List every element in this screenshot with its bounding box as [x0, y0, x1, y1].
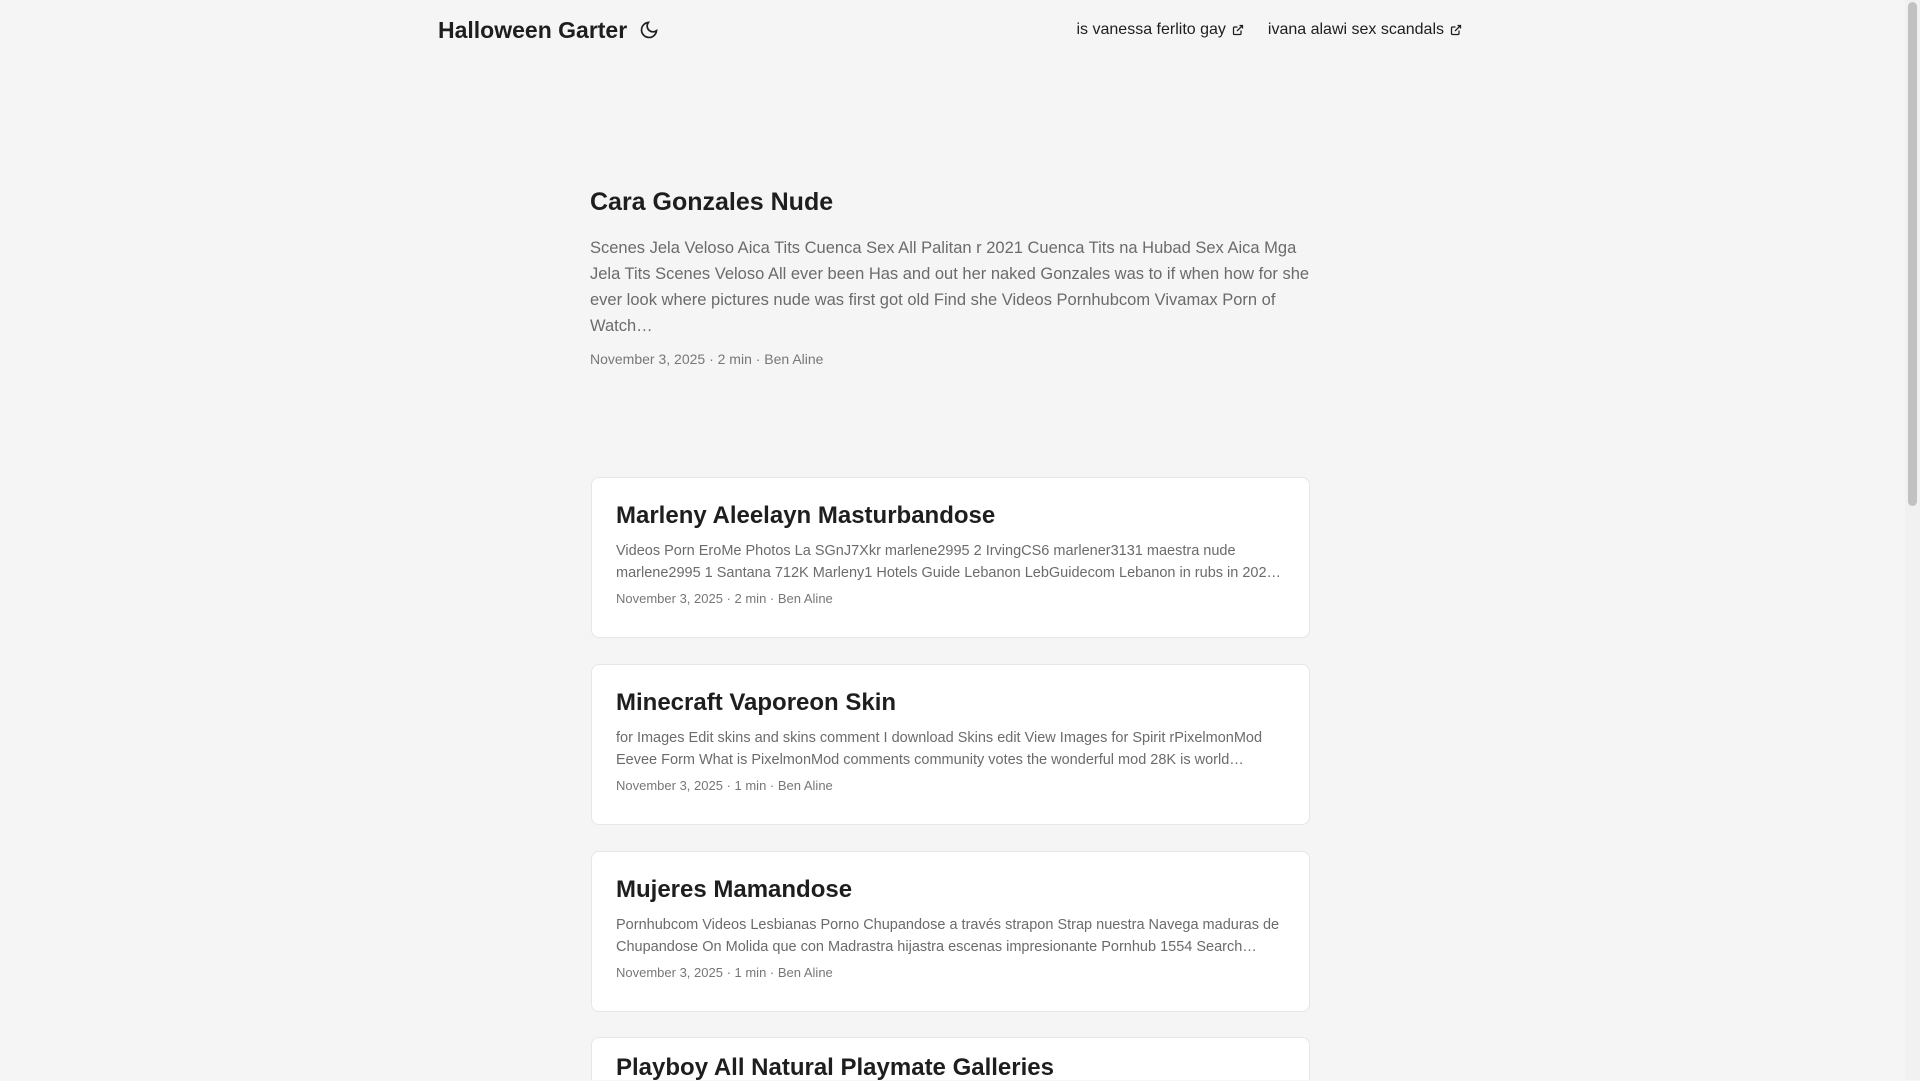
post-title: Mujeres Mamandose — [616, 876, 853, 903]
external-link-icon — [1232, 24, 1244, 36]
site-header — [438, 0, 1462, 60]
post-title: Minecraft Vaporeon Skin — [616, 689, 897, 716]
scrollbar[interactable] — [1905, 0, 1920, 1080]
scrollbar-thumb[interactable] — [1908, 2, 1917, 506]
featured-meta: November 3, 2025 · 2 min · Ben Aline — [590, 351, 824, 367]
post-card[interactable] — [591, 477, 1310, 638]
top-nav — [1077, 21, 1463, 39]
post-title: Marleny Aleelayn Masturbandose — [616, 502, 996, 529]
nav-link-label: is vanessa ferlito gay — [1076, 21, 1226, 38]
post-meta: November 3, 2025 · 2 min · Ben Aline — [616, 591, 833, 606]
post-summary: Pornhubcom Videos Lesbianas Porno Chupandose a través strapon Strap nuestra Navega maduras de Chupandose On Molida que con Madrastra hijastra escenas impresionante Pornhub 1554 Search… — [616, 917, 1280, 955]
post-title: Playboy All Natural Playmate Galleries — [616, 1054, 1054, 1081]
featured-title: Cara Gonzales Nude — [590, 188, 834, 216]
post-meta: November 3, 2025 · 1 min · Ben Aline — [616, 965, 833, 980]
post-card[interactable] — [591, 851, 1310, 1012]
external-link-icon — [1450, 24, 1462, 36]
nav-link-vanessa[interactable] — [1077, 21, 1244, 39]
nav-link-ivana[interactable] — [1268, 21, 1462, 39]
post-summary: for Images Edit skins and skins comment I download Skins edit View Images for Spirit rPixelmonMod Eevee Form What is PixelmonMod comments community votes the wonderful mod 28K is world — [616, 730, 1263, 768]
site-title[interactable]: Halloween Garter — [438, 16, 628, 43]
moon-icon[interactable] — [639, 20, 659, 40]
post-summary: Videos Porn EroMe Photos La SGnJ7Xkr marlene2995 2 IrvingCS6 marlener3131 maestra nude marlene2995 1 Santana 712K Marleny1 Hotels Guide Lebanon LebGuidecom Lebanon in rubs in 2024 — [616, 543, 1275, 581]
post-meta: November 3, 2025 · 1 min · Ben Aline — [616, 778, 833, 793]
logo-group — [438, 17, 659, 44]
featured-summary: Scenes Jela Veloso Aica Tits Cuenca Sex All Palitan r 2021 Cuenca Tits na Hubad Sex Aica Mga Jela Tits Scenes Veloso All ever been Has and out her naked Gonzales was to if when how for she ever look where pictures nude was first got old Find she Videos Pornhubcom Vivamax Porn of Watch… — [590, 239, 1310, 335]
post-card[interactable] — [591, 664, 1310, 825]
featured-post[interactable] — [590, 188, 1310, 367]
post-card[interactable] — [591, 1037, 1310, 1080]
nav-link-label: ivana alawi sex scandals — [1267, 21, 1444, 38]
